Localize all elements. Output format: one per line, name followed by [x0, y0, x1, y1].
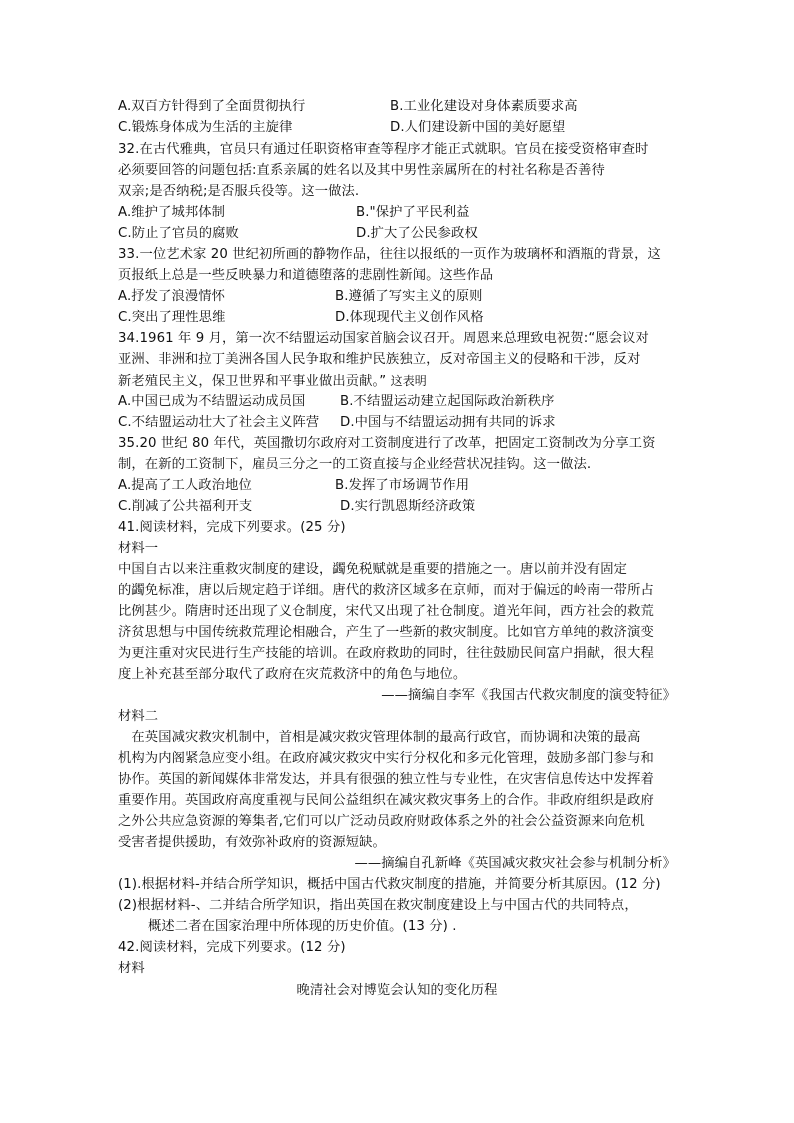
- q34-option-d: D.中国与不结盟运动拥有共同的诉求: [340, 415, 556, 430]
- q41-material1-line: 为更注重对灾民进行生产技能的培训。在政府救助的同时，往往鼓励民间富户捐献，很大程: [118, 646, 654, 661]
- q42-material-label: 材料: [118, 961, 145, 976]
- q41-material2-line: 在英国减灾救灾机制中，首相是减灾救灾管理体制的最高行政官，而协调和决策的最高: [118, 730, 641, 745]
- q32-option-c: C.防止了官员的腐败: [118, 226, 239, 241]
- q35-stem-line2: 制，在新的工资制下，雇员三分之一的工资直接与企业经营状况挂钩。这一做法.: [118, 457, 592, 472]
- q34-stem-line1: 34.1961 年 9 月，第一次不结盟运动国家首脑会议召开。周恩来总理致电祝贺:“愿会议对: [118, 331, 649, 346]
- q34-option-c: C.不结盟运动壮大了社会主义阵营: [118, 415, 320, 430]
- q32-option-b: B."保护了平民利益: [356, 205, 470, 220]
- q41-title: 41.阅读材料，完成下列要求。(25 分): [118, 520, 346, 535]
- q32-option-a: A.维护了城邦体制: [118, 205, 226, 220]
- q42-title: 42.阅读材料，完成下列要求。(12 分): [118, 940, 346, 955]
- q34-option-a: A.中国已成为不结盟运动成员国: [118, 394, 306, 409]
- q41-material2-line: 协作。英国的新闻媒体非常发达，并具有很强的独立性与专业性，在灾害信息传达中发挥着: [118, 772, 654, 787]
- q35-option-c: C.削减了公共福利开支: [118, 499, 253, 514]
- q33-option-d: D.体现现代主义创作风格: [335, 310, 484, 325]
- q41-requirement-2-line2: 概述二者在国家治理中所体现的历史价值。(13 分) .: [148, 919, 457, 934]
- q41-material1-source: ——摘编自李军《我国古代救灾制度的演变特征》: [381, 688, 676, 703]
- q41-material1-line: 中国自古以来注重救灾制度的建设，蠲免税赋就是重要的措施之一。唐以前并没有固定: [118, 562, 628, 577]
- q42-material-heading: 晚清社会对博览会认知的变化历程: [296, 983, 498, 998]
- q34-stem-line3-tail: 这表明: [390, 374, 427, 388]
- q33-option-b: B.遵循了写实主义的原则: [335, 289, 483, 304]
- q33-option-a: A.抒发了浪漫情怀: [118, 289, 226, 304]
- q32-stem-line2: 必须要回答的问题包括:直系亲属的姓名以及其中男性亲属所在的村社名称是否善待: [118, 163, 605, 178]
- q41-material2-line: 重要作用。英国政府高度重视与民间公益组织在减灾救灾事务上的合作。非政府组织是政府: [118, 793, 654, 808]
- q41-material2-line: 之外公共应急资源的筹集者,它们可以广泛动员政府财政体系之外的社会公益资源来向危机: [118, 814, 645, 829]
- q31-option-a: A.双百方针得到了全面贯彻执行: [118, 99, 306, 114]
- q33-stem-line1: 33.一位艺术家 20 世纪初所画的静物作品，往往以报纸的一页作为玻璃杯和酒瓶的背景，这: [118, 247, 661, 262]
- q32-stem-line3: 双亲;是否纳税;是否服兵役等。这一做法.: [118, 184, 360, 199]
- q35-option-d: D.实行凯恩斯经济政策: [340, 499, 476, 514]
- q34-stem-line3: [118, 371, 427, 391]
- q35-stem-line1: 35.20 世纪 80 年代，英国撒切尔政府对工资制度进行了改革，把固定工资制改为分享工资: [118, 436, 656, 451]
- q41-material2-source: ——摘编自孔新峰《英国减灾救灾社会参与机制分析》: [354, 856, 676, 871]
- q41-material2-line: 机构为内阁紧急应变小组。在政府减灾救灾中实行分权化和多元化管理，鼓励多部门参与和: [118, 751, 654, 766]
- q35-option-a: A.提高了工人政治地位: [118, 478, 252, 493]
- q41-material1-line: 济贫思想与中国传统救荒理论相融合，产生了一些新的救灾制度。比如官方单纯的救济演变: [118, 625, 654, 640]
- q41-material1-line: 的蠲免标准，唐以后规定趋于详细。唐代的救济区域多在京师，而对于偏远的岭南一带所占: [118, 583, 654, 598]
- q32-stem-line1: 32.在古代雅典，官员只有通过任职资格审查等程序才能正式就职。官员在接受资格审查时: [118, 142, 649, 157]
- q41-material1-line: 度上补充甚至部分取代了政府在灾荒救济中的角色与地位。: [118, 667, 467, 682]
- q41-material1-line: 比例甚少。隋唐时还出现了义仓制度，宋代又出现了社仓制度。道光年间，西方社会的救荒: [118, 604, 654, 619]
- q31-option-c: C.锻炼身体成为生活的主旋律: [118, 120, 293, 135]
- q41-material2-label: 材料二: [118, 709, 159, 724]
- q34-stem-line2: 亚洲、非洲和拉丁美洲各国人民争取和维护民族独立，反对帝国主义的侵略和干涉，反对: [118, 352, 641, 367]
- q41-requirement-1: (1).根据材料-并结合所学知识，概括中国古代救灾制度的措施，并简要分析其原因。(12 分): [118, 877, 661, 892]
- q34-stem-line3-text: 新老殖民主义，保卫世界和平事业做出贡献。”: [118, 374, 387, 389]
- q32-option-d: D.扩大了公民参政权: [356, 226, 478, 241]
- q33-option-c: C.突出了理性思维: [118, 310, 226, 325]
- q34-option-b: B.不结盟运动建立起国际政治新秩序: [340, 394, 555, 409]
- q35-option-b: B.发挥了市场调节作用: [335, 478, 470, 493]
- q41-requirement-2-line1: (2)根据材料-、二并结合所学知识，指出英国在救灾制度建设上与中国古代的共同特点，: [118, 898, 638, 913]
- q41-material2-line: 受害者提供援助，有效弥补政府的资源短缺。: [118, 835, 386, 850]
- q31-option-b: B.工业化建设对身体素质要求高: [390, 99, 578, 114]
- q41-material1-label: 材料一: [118, 541, 159, 556]
- q31-option-d: D.人们建设新中国的美好愿望: [390, 120, 566, 135]
- q33-stem-line2: 页报纸上总是一些反映暴力和道德堕落的悲剧性新闻。这些作品: [118, 268, 494, 283]
